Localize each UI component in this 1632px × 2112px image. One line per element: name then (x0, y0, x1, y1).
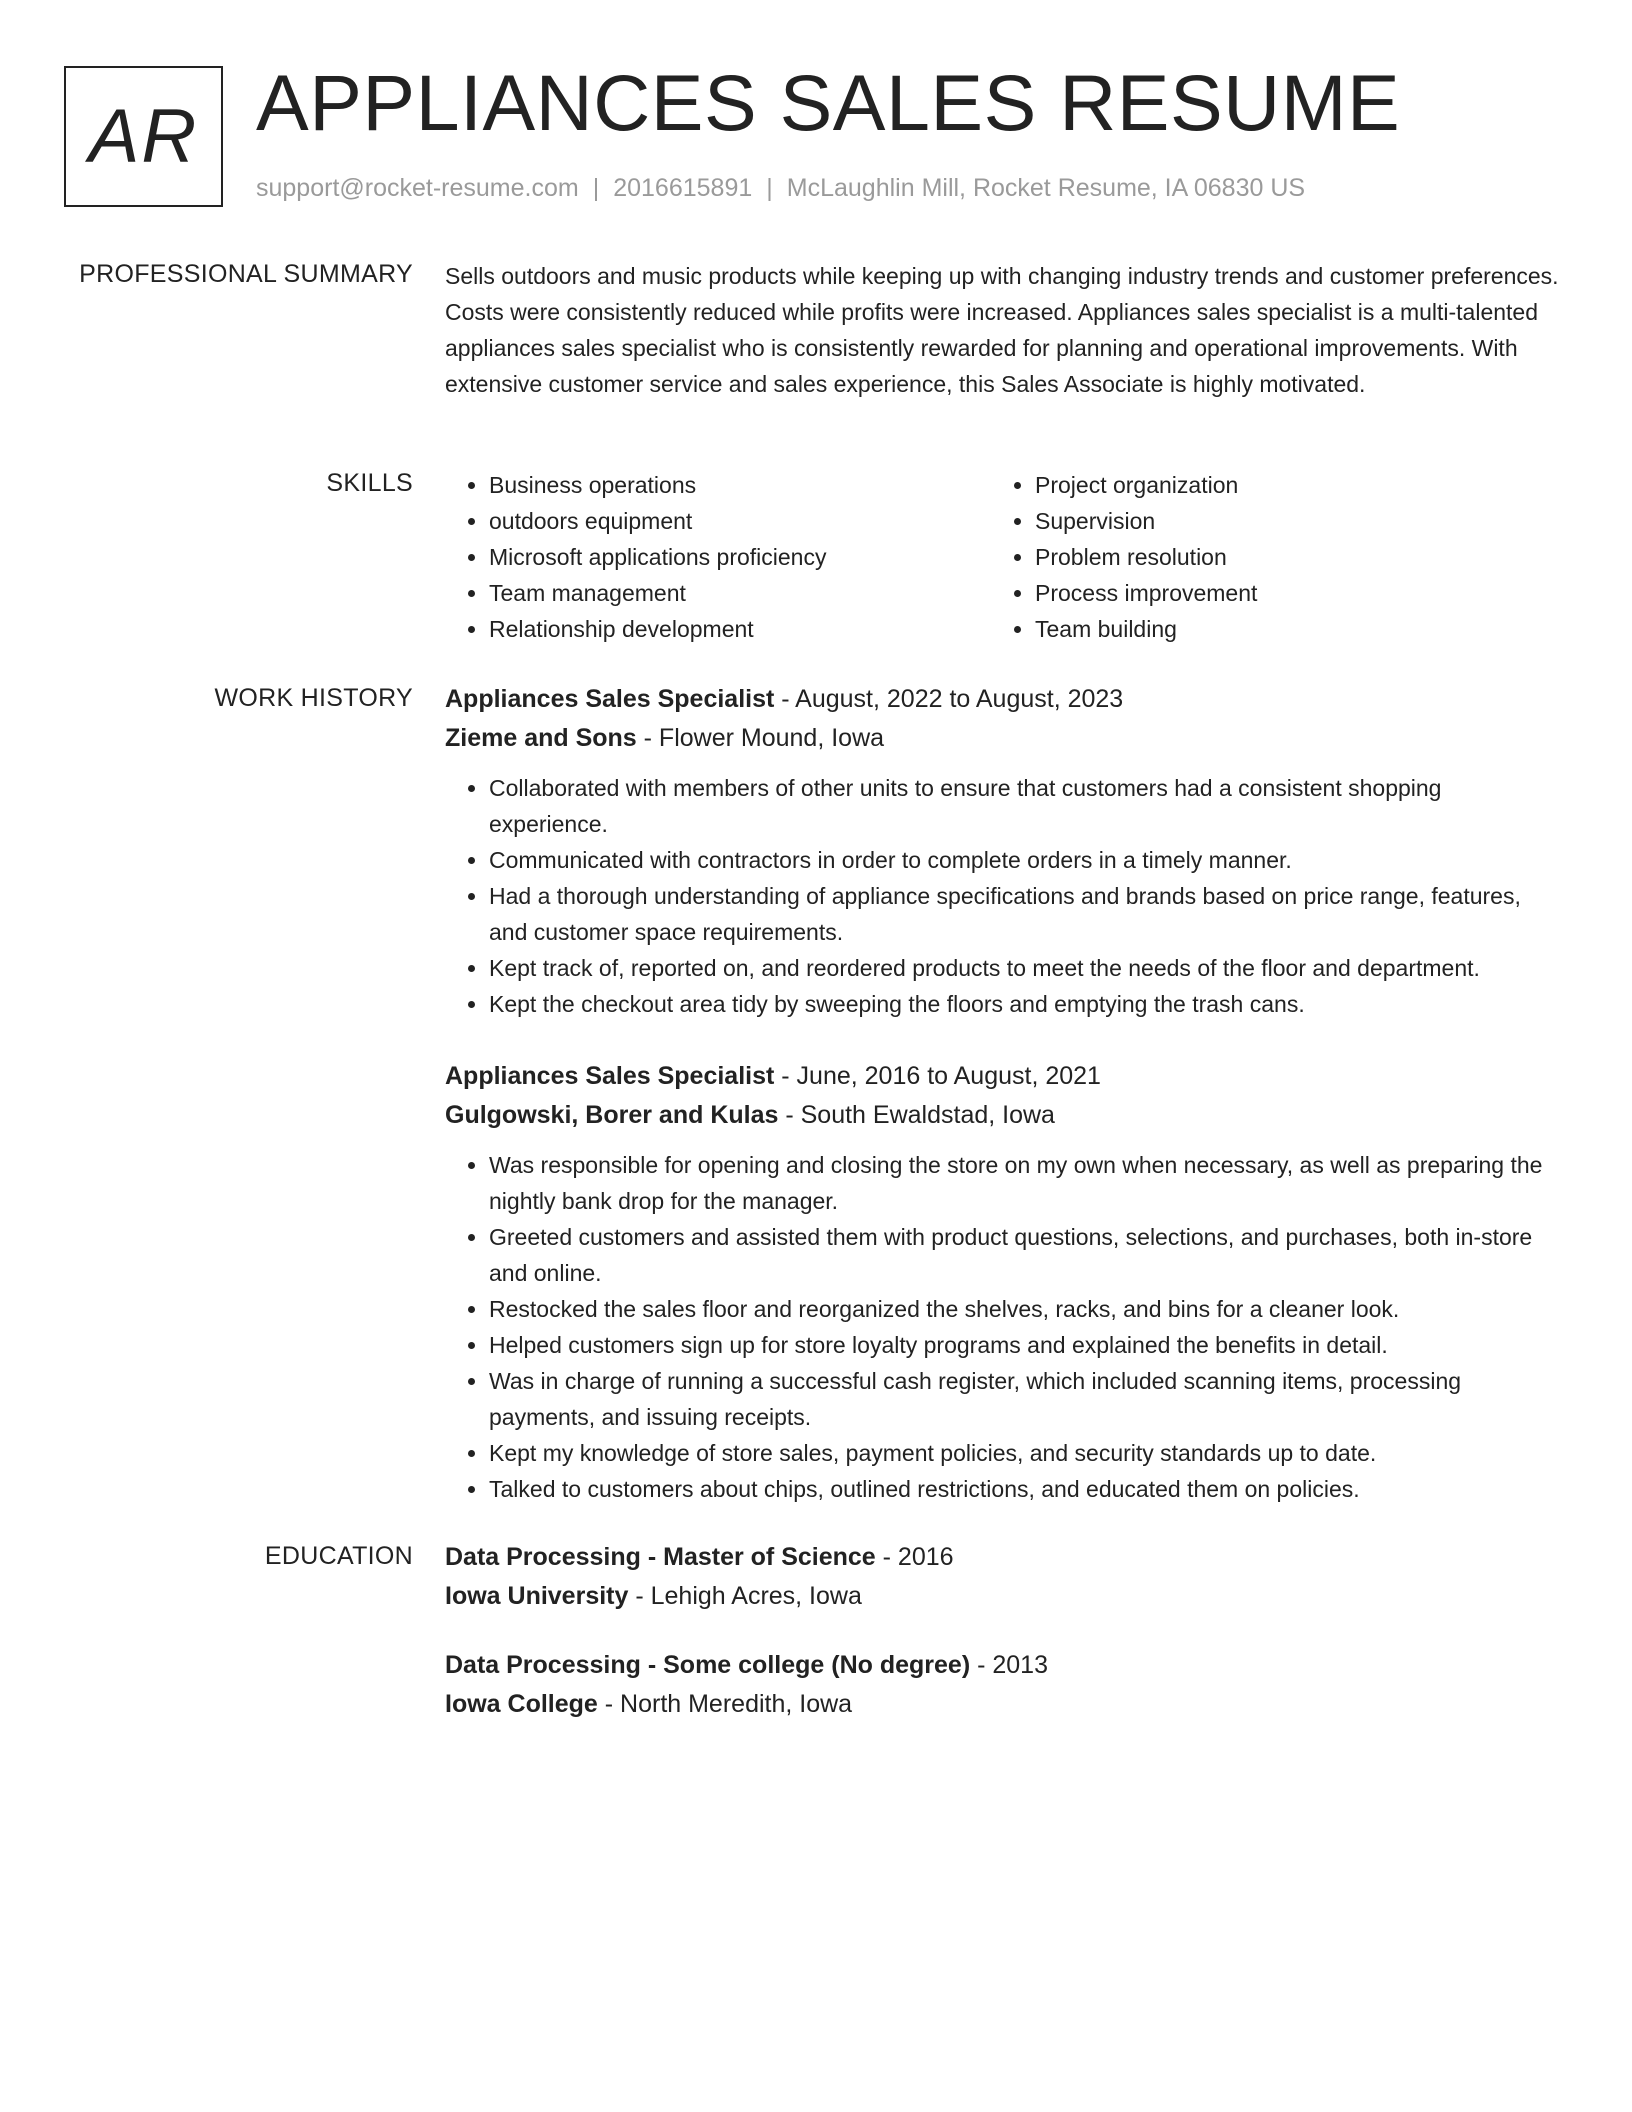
education-location: - North Meredith, Iowa (597, 1690, 853, 1718)
skill-item: • Relationship development (489, 611, 989, 647)
education-school: Iowa University (445, 1582, 629, 1610)
job-title-line (445, 680, 1560, 719)
job-bullet: • Kept track of, reported on, and reordered products to meet the needs of the floor and department. (489, 950, 1560, 986)
education-label: EDUCATION (264, 1542, 413, 1570)
education-location: - Lehigh Acres, Iowa (628, 1582, 862, 1610)
skill-item: • outdoors equipment (489, 503, 989, 539)
resume-title: APPLIANCES SALES RESUME (256, 58, 1401, 147)
job-bullets (445, 1147, 1560, 1507)
job-dates: - June, 2016 to August, 2021 (774, 1062, 1101, 1090)
contact-line (256, 174, 1305, 203)
job-bullet: • Was in charge of running a successful cash register, which included scanning items, processing payments, and issuing receipts. (489, 1363, 1560, 1435)
job-bullet: • Kept my knowledge of store sales, payment policies, and security standards up to date. (489, 1435, 1560, 1471)
skills-list-right (991, 467, 1535, 647)
education-year: - 2016 (875, 1543, 954, 1571)
job-bullet: • Collaborated with members of other units to ensure that customers had a consistent shopping experience. (489, 770, 1560, 842)
education-school-line (445, 1685, 1560, 1724)
education-body (445, 1538, 1560, 1754)
education-degree: Data Processing - Master of Science (445, 1543, 876, 1571)
contact-phone: 2016615891 (613, 174, 753, 202)
job-dates: - August, 2022 to August, 2023 (774, 685, 1124, 713)
work-body (445, 680, 1560, 1537)
summary-body (445, 258, 1560, 402)
skills-label: SKILLS (326, 469, 413, 497)
job-title-line (445, 1057, 1560, 1096)
job-bullet: • Kept the checkout area tidy by sweeping the floors and emptying the trash cans. (489, 986, 1560, 1022)
job-location: - Flower Mound, Iowa (636, 724, 885, 752)
job-bullet: • Greeted customers and assisted them with product questions, selections, and purchases, both in-store and online. (489, 1219, 1560, 1291)
job-company-line (445, 719, 1560, 758)
skill-item: • Supervision (1035, 503, 1535, 539)
monogram-box (64, 66, 223, 207)
job-location: - South Ewaldstad, Iowa (778, 1101, 1055, 1129)
job-bullet: • Had a thorough understanding of appliance specifications and brands based on price range, features, and customer space requirements. (489, 878, 1560, 950)
job-company: Zieme and Sons (445, 724, 637, 752)
education-school: Iowa College (445, 1690, 598, 1718)
skill-item: • Problem resolution (1035, 539, 1535, 575)
job-title: Appliances Sales Specialist (445, 1062, 775, 1090)
skill-item: • Team management (489, 575, 989, 611)
job-bullet: • Communicated with contractors in order to complete orders in a timely manner. (489, 842, 1560, 878)
job-bullet: • Restocked the sales floor and reorganized the shelves, racks, and bins for a cleaner look. (489, 1291, 1560, 1327)
job-company: Gulgowski, Borer and Kulas (445, 1101, 779, 1129)
summary-text: Sells outdoors and music products while keeping up with changing industry trends and customer preferences. Costs were consistently reduced while profits were increased. Appliances sales specialist is a multi-talented appliances sales specialist who is consistently rewarded for planning and operational improvements. With extensive customer service and sales experience, this Sales Associate is highly motivated. (445, 263, 1559, 397)
skills-list-left (445, 467, 989, 647)
monogram-initials: AR (88, 94, 199, 179)
education-degree-line (445, 1538, 1560, 1577)
education-entry (445, 1646, 1560, 1724)
job-entry (445, 680, 1560, 1022)
job-bullet: • Talked to customers about chips, outlined restrictions, and educated them on policies. (489, 1471, 1560, 1507)
work-label: WORK HISTORY (214, 684, 413, 712)
skill-item: • Team building (1035, 611, 1535, 647)
summary-label: PROFESSIONAL SUMMARY (79, 260, 413, 288)
skills-body (445, 467, 1560, 647)
job-title: Appliances Sales Specialist (445, 685, 775, 713)
skill-item: • Project organization (1035, 467, 1535, 503)
job-bullets (445, 770, 1560, 1022)
contact-separator: | (766, 174, 773, 202)
education-school-line (445, 1577, 1560, 1616)
contact-address: McLaughlin Mill, Rocket Resume, IA 06830 US (786, 174, 1306, 202)
education-degree-line (445, 1646, 1560, 1685)
skill-item: • Business operations (489, 467, 989, 503)
contact-email: support@rocket-resume.com (256, 174, 579, 202)
education-degree: Data Processing - Some college (No degree) (445, 1651, 971, 1679)
job-bullet: • Was responsible for opening and closing the store on my own when necessary, as well as preparing the nightly bank drop for the manager. (489, 1147, 1560, 1219)
education-entry (445, 1538, 1560, 1616)
job-bullet: • Helped customers sign up for store loyalty programs and explained the benefits in detail. (489, 1327, 1560, 1363)
contact-separator: | (592, 174, 600, 202)
job-entry (445, 1057, 1560, 1507)
skill-item: • Microsoft applications proficiency (489, 539, 989, 575)
skill-item: • Process improvement (1035, 575, 1535, 611)
job-company-line (445, 1096, 1560, 1135)
education-year: - 2013 (970, 1651, 1048, 1679)
